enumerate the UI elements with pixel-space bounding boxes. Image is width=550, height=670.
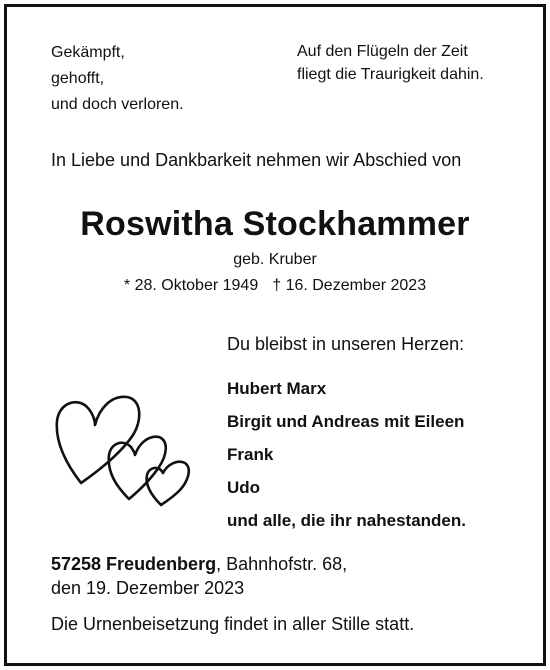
closing-text: Die Urnenbeisetzung findet in aller Stille statt. <box>51 614 415 634</box>
quote-right-line-2: fliegt die Traurigkeit dahin. <box>297 66 484 83</box>
quote-left-line-1: Gekämpft, <box>51 44 125 61</box>
quote-left-line-3: und doch verloren. <box>51 96 184 113</box>
heart-large <box>57 397 139 483</box>
place-block <box>51 552 347 600</box>
life-dates <box>7 277 543 295</box>
hearts-line: Du bleibst in unseren Herzen: <box>227 334 465 354</box>
deceased-name: Roswitha Stockhammer <box>80 205 470 243</box>
mourner-4: Udo <box>227 478 261 497</box>
death-date: † 16. Dezember 2023 <box>272 277 427 294</box>
birth-date: * 28. Oktober 1949 <box>123 277 259 294</box>
heart-small <box>147 462 189 505</box>
place-date: den 19. Dezember 2023 <box>51 578 245 598</box>
mourners-list <box>227 372 466 537</box>
place-line <box>51 552 347 576</box>
quote-left <box>51 40 184 118</box>
maiden-name: geb. Kruber <box>233 251 317 268</box>
quote-left-line-2: gehofft, <box>51 70 105 87</box>
place-street: , Bahnhofstr. 68, <box>216 554 348 574</box>
mourner-5: und alle, die ihr nahestanden. <box>227 511 466 530</box>
intro-text: In Liebe und Dankbarkeit nehmen wir Abschied von <box>51 150 462 170</box>
place-city: 57258 Freudenberg <box>51 554 217 574</box>
mourner-1: Hubert Marx <box>227 379 327 398</box>
mourner-2: Birgit und Andreas mit Eileen <box>227 412 465 431</box>
quote-right <box>297 40 484 86</box>
obituary-frame <box>4 4 546 666</box>
hearts-icon <box>47 385 197 515</box>
mourner-3: Frank <box>227 445 274 464</box>
quote-right-line-1: Auf den Flügeln der Zeit <box>297 43 468 60</box>
